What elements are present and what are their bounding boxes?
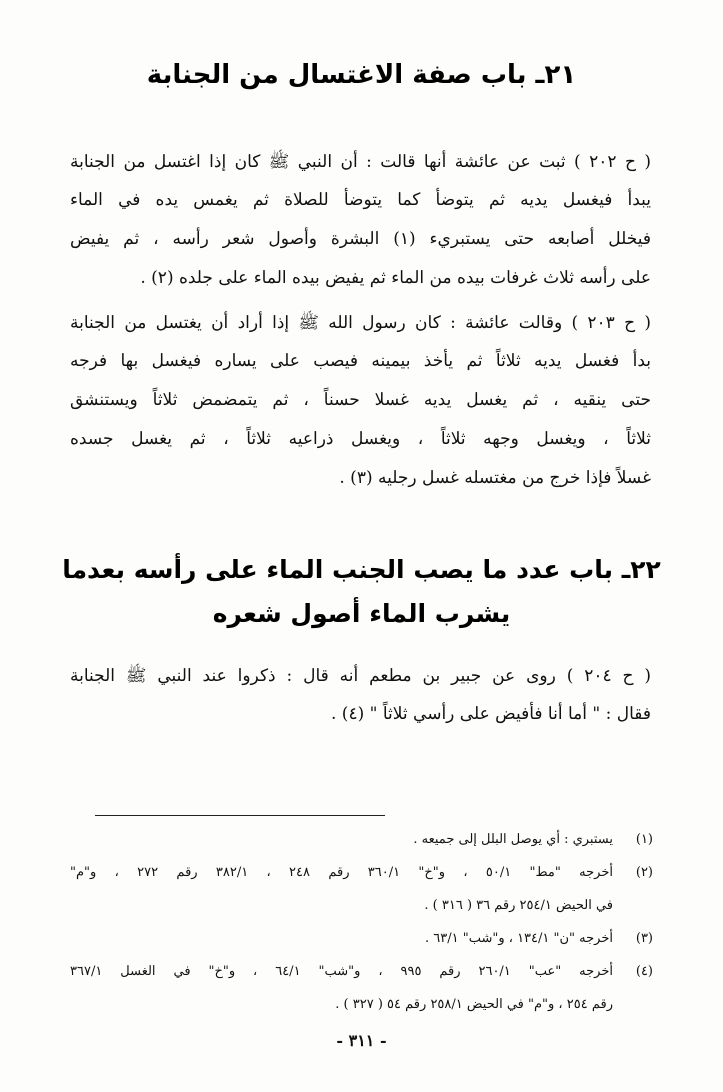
hadith-204-line-2: فقال : " أما أنا فأفيض على رأسي ثلاثاً " (٤) . [331,704,651,724]
chapter-22-title-line-1: ٢٢ـ باب عدد ما يصب الجنب الماء على رأسه بعدما [62,555,661,584]
footnote-4-continued [70,990,653,1020]
hadith-203-line-4: ثلاثاً ، ويغسل وجهه ثلاثاً ، ويغسل ذراعيه ثلاثاً ، ثم يغسل جسده [70,429,651,449]
footnote-1 [70,825,653,855]
footnote-divider [95,815,385,816]
footnote-text: أخرجه "عب" ٢٦٠/١ رقم ٩٩٥ ، و"شب" ٦٤/١ ، و"خ" في الغسل ٣٦٧/١ [70,964,613,979]
footnote-number: (١) [635,832,653,847]
footnote-text: في الحيض ٢٥٤/١ رقم ٣٦ ( ٣١٦ ) . [424,898,613,913]
hadith-203-line-2: بدأ فغسل يديه ثلاثاً ثم يأخذ بيمينه فيصب على يساره فيغسل بها فرجه [70,351,651,371]
page-number: - ٣١١ - [336,1031,387,1050]
footnote-number: (٣) [635,931,653,946]
footnote-3 [70,924,653,954]
footnote-2-continued [70,891,653,921]
hadith-203-line-1: ( ح ٢٠٣ ) وقالت عائشة : كان رسول الله ﷺ إذا أراد أن يغتسل من الجنابة [70,313,651,333]
hadith-202-line-4: على رأسه ثلاث غرفات بيده من الماء ثم يفيض بيده الماء على جلده (٢) . [140,268,651,288]
hadith-202-line-2: يبدأ فيغسل يديه ثم يتوضأ كما يتوضأ للصلاة ثم يغمس يده في الماء [70,190,651,210]
hadith-203-line-3: حتى ينقيه ، ثم يغسل يديه غسلا حسناً ، ثم يتمضمض ثلاثاً ويستنشق [70,390,651,410]
footnote-2 [70,858,653,888]
footnote-number: (٢) [635,865,653,880]
hadith-202-line-3: فيخلل أصابعه حتى يستبريء (١) البشرة وأصول شعر رأسه ، ثم يفيض [70,229,651,249]
chapter-22-title-line-2: يشرب الماء أصول شعره [212,599,511,628]
hadith-202-line-1: ( ح ٢٠٢ ) ثبت عن عائشة أنها قالت : أن النبي ﷺ كان إذا اغتسل من الجنابة [70,152,651,172]
footnote-number: (٤) [635,964,653,979]
chapter-21-title: ٢١ـ باب صفة الاغتسال من الجنابة [146,60,577,90]
footnote-4 [70,957,653,987]
chapter-22-title [40,548,683,636]
footnote-text: رقم ٢٥٤ ، و"م" في الحيض ٢٥٨/١ رقم ٥٤ ( ٣٢٧ ) . [335,997,613,1012]
hadith-203-line-5: غسلاً فإذا خرج من مغتسله غسل رجليه (٣) . [339,468,651,488]
footnote-text: أخرجه "مط" ٥٠/١ ، و"خ" ٣٦٠/١ رقم ٢٤٨ ، ٣٨٢/١ رقم ٢٧٢ ، و"م" [70,865,613,880]
hadith-204-line-1: ( ح ٢٠٤ ) روى عن جبير بن مطعم أنه قال : ذكروا عند النبي ﷺ الجنابة [70,666,651,686]
footnote-text: أخرجه "ن" ١٣٤/١ ، و"شب" ٦٣/١ . [424,931,613,946]
footnote-text: يستبري : أي يوصل البلل إلى جميعه . [413,832,613,847]
